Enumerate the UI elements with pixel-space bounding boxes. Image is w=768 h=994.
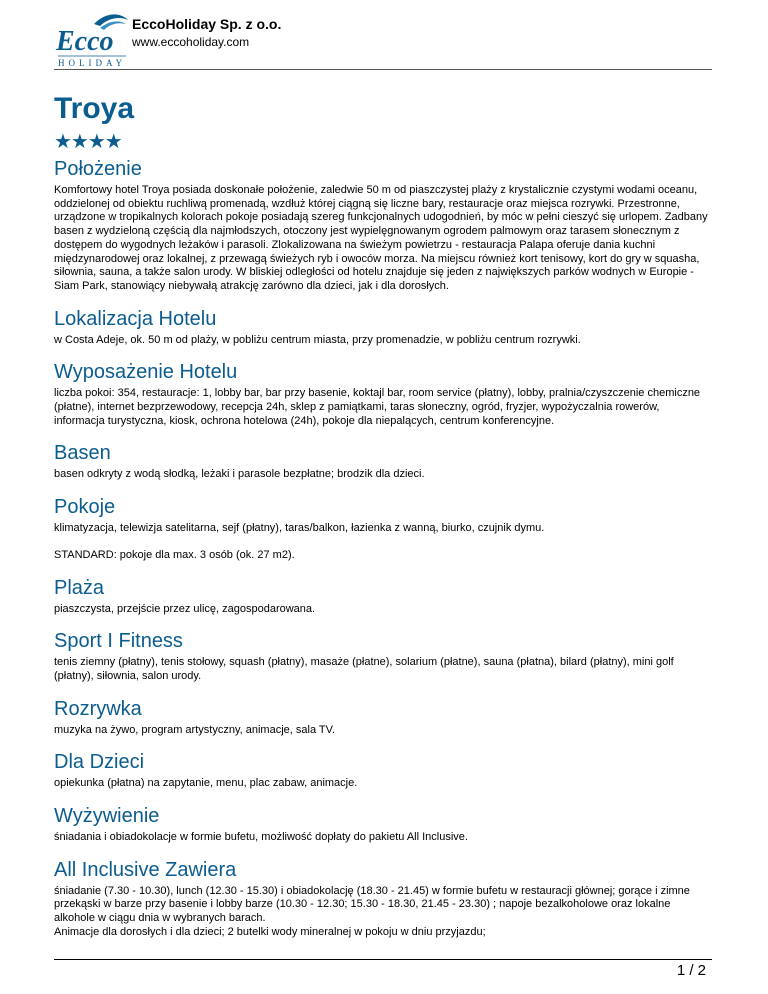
section-heading: Sport I Fitness (54, 630, 183, 653)
section-heading: Basen (54, 442, 111, 465)
section (54, 630, 712, 683)
company-name: EccoHoliday Sp. z o.o. (132, 16, 282, 32)
section (54, 698, 712, 738)
document-body (54, 92, 712, 940)
section-heading: Dla Dzieci (54, 751, 145, 774)
section-text: śniadania i obiadokolacje w formie bufetu, możliwość dopłaty do pakietu All Inclusive. (54, 831, 468, 844)
section (54, 751, 712, 791)
ecco-holiday-logo (54, 10, 128, 68)
page-number: 1 / 2 (676, 962, 706, 979)
section-heading: Wyżywienie (54, 805, 160, 828)
section-text: basen odkryty z wodą słodką, leżaki i parasole bezpłatne; brodzik dla dzieci. (54, 468, 425, 481)
section-heading: All Inclusive Zawiera (54, 858, 237, 881)
section-heading: Lokalizacja Hotelu (54, 307, 217, 330)
section (54, 442, 712, 482)
section-heading: Rozrywka (54, 697, 142, 720)
section-text: Komfortowy hotel Troya posiada doskonałe położenie, zaledwie 50 m od piaszczystej plaży z krystalicznie czystymi wodami oceanu, oddzielonej od obiektu ruchliwą promenadą, wzdłuż której ciągną się liczne bary, restauracje oraz miejsca rozrywki. Przestronne, urządzone w tropikalnych kolorach pokoje posiadają szereg funkcjonalnych udogodnień, by móc w pełni cieszyć się urlopem. Zadbany basen z wydzieloną częścią dla najmłodszych, otoczony jest wypielęgnowanym ogrodem palmowym oraz tarasem słonecznym z dostępem do wygodnych leżaków i parasoli. Zlokalizowana na świeżym powietrzu - restauracja Palapa oferuje dania kuchni międzynarodowej oraz lokalnej, z przewagą świeżych ryb i owoców morza. Na miejscu również kort tenisowy, kort do gry w squasha, siłownia, sauna, a także salon urody. W bliskiej odległości od hotelu znajduje się jeden z największych parków wodnych w Europie - Siam Park, stanowiący niebywałą atrakcję zarówno dla dzieci, jak i dla dorosłych. (54, 184, 708, 292)
hotel-title: Troya (54, 92, 135, 125)
section-heading: Plaża (54, 576, 105, 599)
section-text: muzyka na żywo, program artystyczny, animacje, sala TV. (54, 723, 336, 736)
page-header (54, 10, 712, 69)
section-text: w Costa Adeje, ok. 50 m od plaży, w pobliżu centrum miasta, przy promenadzie, w pobliżu centrum rozrywki. (54, 333, 581, 346)
footer-divider (54, 959, 712, 960)
section-text: tenis ziemny (płatny), tenis stołowy, squash (płatny), masaże (płatne), solarium (płatne), sauna (płatna), bilard (płatny), mini golf (płatny), siłownia, salon urody. (54, 656, 674, 682)
section (54, 859, 712, 940)
section-text: śniadanie (7.30 - 10.30), lunch (12.30 - 15.30) i obiadokolację (18.30 - 21.45) w formie bufetu w restauracji głównej; gorące i zimne przekąski w barze przy basenie i lobby barze (10.30 - 12.30; 15.30 - 18.30, 21.45 - 23.30) ; napoje bezalkoholowe oraz lokalne alkohole w ciągu dnia w wybranych barach. Animacje dla dorosłych i dla dzieci; 2 butelki wody mineralnej w pokoju w dniu przyjazdu; (54, 884, 690, 938)
section-heading: Położenie (54, 158, 142, 180)
section-text: klimatyzacja, telewizja satelitarna, sejf (płatny), taras/balkon, łazienka z wanną, biurko, czujnik dymu. (54, 522, 545, 535)
section-text: liczba pokoi: 354, restauracje: 1, lobby bar, bar przy basenie, koktajl bar, room service (płatny), lobby, pralnia/czyszczenie chemiczne (płatne), internet bezprzewodowy, recepcja 24h, sklep z pamiątkami, taras słoneczny, ogród, fryzjer, wypożyczalnia rowerów, informacja turystyczna, kiosk, ochrona hotelowa (24h), pokoje dla niepalących, centrum konferencyjne. (54, 387, 701, 427)
section (54, 361, 712, 428)
header-divider (54, 69, 712, 70)
section (54, 158, 712, 294)
svg-text:Ecco: Ecco (56, 26, 114, 57)
section (54, 577, 712, 617)
section-text: opiekunka (płatna) na zapytanie, menu, plac zabaw, animacje. (54, 777, 358, 790)
section (54, 308, 712, 348)
sections-container (54, 158, 712, 940)
section-text: piaszczysta, przejście przez ulicę, zagospodarowana. (54, 602, 316, 615)
section (54, 496, 712, 562)
section-heading: Wyposażenie Hotelu (54, 361, 238, 384)
section-heading: Pokoje (54, 496, 116, 519)
company-website[interactable]: www.eccoholiday.com (132, 35, 250, 49)
section-text: STANDARD: pokoje dla max. 3 osób (ok. 27 m2). (54, 548, 295, 561)
svg-text:HOLIDAY: HOLIDAY (58, 58, 127, 68)
section (54, 805, 712, 845)
star-rating: ★★★★ (54, 131, 122, 153)
